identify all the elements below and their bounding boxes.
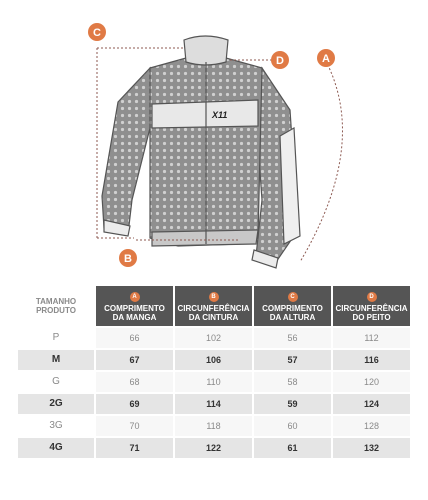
size-column-header: TAMANHO PRODUTO [35,297,77,315]
size-chart-table [18,286,410,458]
value-cell: 110 [175,372,252,392]
value-cell: 66 [96,328,173,348]
size-cell: 2G [18,394,94,414]
sleeve-guide-arc [300,54,342,262]
value-cell: 60 [254,416,331,436]
table-row [18,350,410,370]
marker-d [271,51,289,69]
table-row [18,372,410,392]
table-row [18,328,410,348]
value-cell: 69 [96,394,173,414]
value-cell: 68 [96,372,173,392]
table-row [18,394,410,414]
value-cell: 70 [96,416,173,436]
value-cell: 57 [254,350,331,370]
column-header-waist: B CIRCUNFERÊNCIA DA CINTURA [175,286,252,326]
column-header-height: C COMPRIMENTO DA ALTURA [254,286,331,326]
value-cell: 116 [333,350,410,370]
value-cell: 124 [333,394,410,414]
value-cell: 58 [254,372,331,392]
column-header-sleeve-length: A COMPRIMENTO DA MANGA [96,286,173,326]
value-cell: 128 [333,416,410,436]
marker-b [119,249,137,267]
table-row [18,416,410,436]
value-cell: 122 [175,438,252,458]
svg-text:C: C [93,27,101,39]
value-cell: 112 [333,328,410,348]
svg-text:A: A [322,53,330,65]
value-cell: 106 [175,350,252,370]
size-cell: P [52,332,60,343]
marker-a [317,49,335,67]
jacket-body [102,36,300,268]
svg-text:D: D [276,55,284,67]
size-cell: M [18,350,94,370]
table-header-row [18,286,410,326]
table-row [18,438,410,458]
value-cell: 118 [175,416,252,436]
value-cell: 56 [254,328,331,348]
value-cell: 67 [96,350,173,370]
size-cell: G [52,376,60,387]
value-cell: 132 [333,438,410,458]
size-cell: 4G [18,438,94,458]
value-cell: 102 [175,328,252,348]
column-badge-b: B [209,292,219,302]
brand-logo: X11 [212,110,228,120]
value-cell: 61 [254,438,331,458]
svg-text:B: B [124,253,132,265]
value-cell: 114 [175,394,252,414]
value-cell: 71 [96,438,173,458]
column-badge-d: D [367,292,377,302]
column-badge-c: C [288,292,298,302]
value-cell: 120 [333,372,410,392]
column-badge-a: A [130,292,140,302]
size-cell: 3G [49,420,63,431]
marker-c [88,23,106,41]
value-cell: 59 [254,394,331,414]
column-header-chest: D CIRCUNFERÊNCIA DO PEITO [333,286,410,326]
